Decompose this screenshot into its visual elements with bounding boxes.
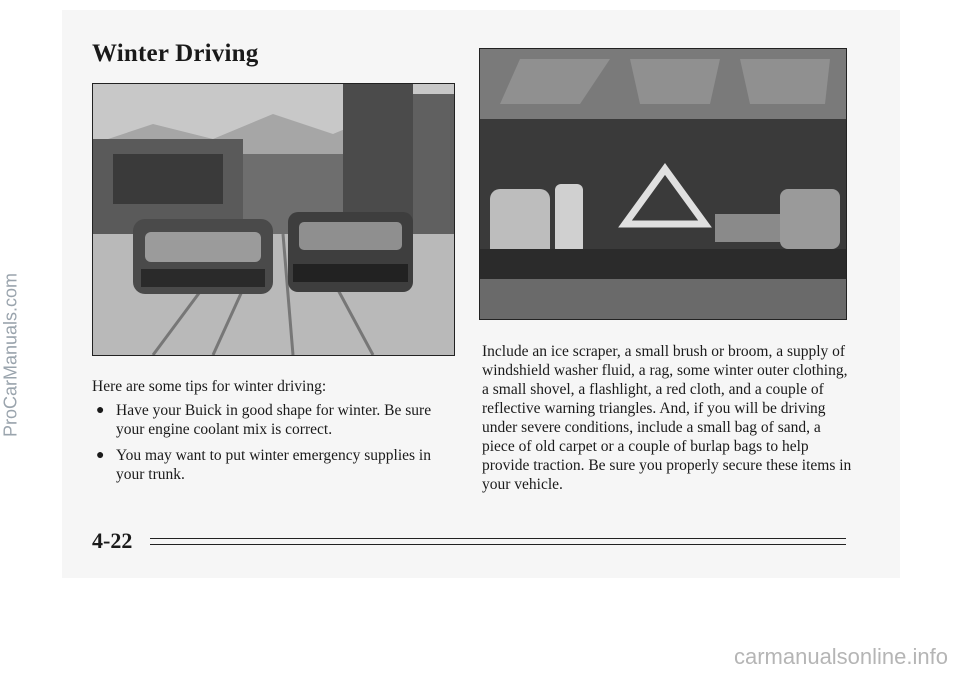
side-watermark — [0, 0, 22, 681]
trunk-supplies-photo — [479, 48, 847, 320]
side-watermark-text: ProCarManuals.com — [0, 272, 21, 438]
tip-text: Have your Buick in good shape for winter. Be sure your engine coolant mix is correct. — [116, 402, 432, 438]
bullet-icon: ● — [96, 403, 105, 418]
winter-road-photo — [92, 83, 455, 356]
page-number: 4-22 — [92, 528, 133, 553]
page-title: Winter Driving — [92, 40, 259, 67]
list-item — [92, 401, 458, 439]
intro-text: Here are some tips for winter driving: — [92, 378, 327, 395]
tips-list — [92, 401, 458, 491]
supplies-paragraph: Include an ice scraper, a small brush or broom, a supply of windshield washer fluid, a rag, some winter outer clothing, a small shovel, a flashlight, a red cloth, and a couple of reflective warning triangles. And, if you will be driving under severe conditions, include a small bag of sand, a piece of old carpet or a couple of burlap bags to help provide traction. Be sure you properly secure these items in your vehicle. — [482, 343, 852, 493]
list-item — [92, 446, 458, 484]
bottom-watermark: carmanualsonline.info — [733, 644, 948, 669]
tip-text: You may want to put winter emergency supplies in your trunk. — [116, 447, 431, 483]
footer-rule — [150, 538, 846, 545]
bullet-icon: ● — [96, 448, 105, 463]
